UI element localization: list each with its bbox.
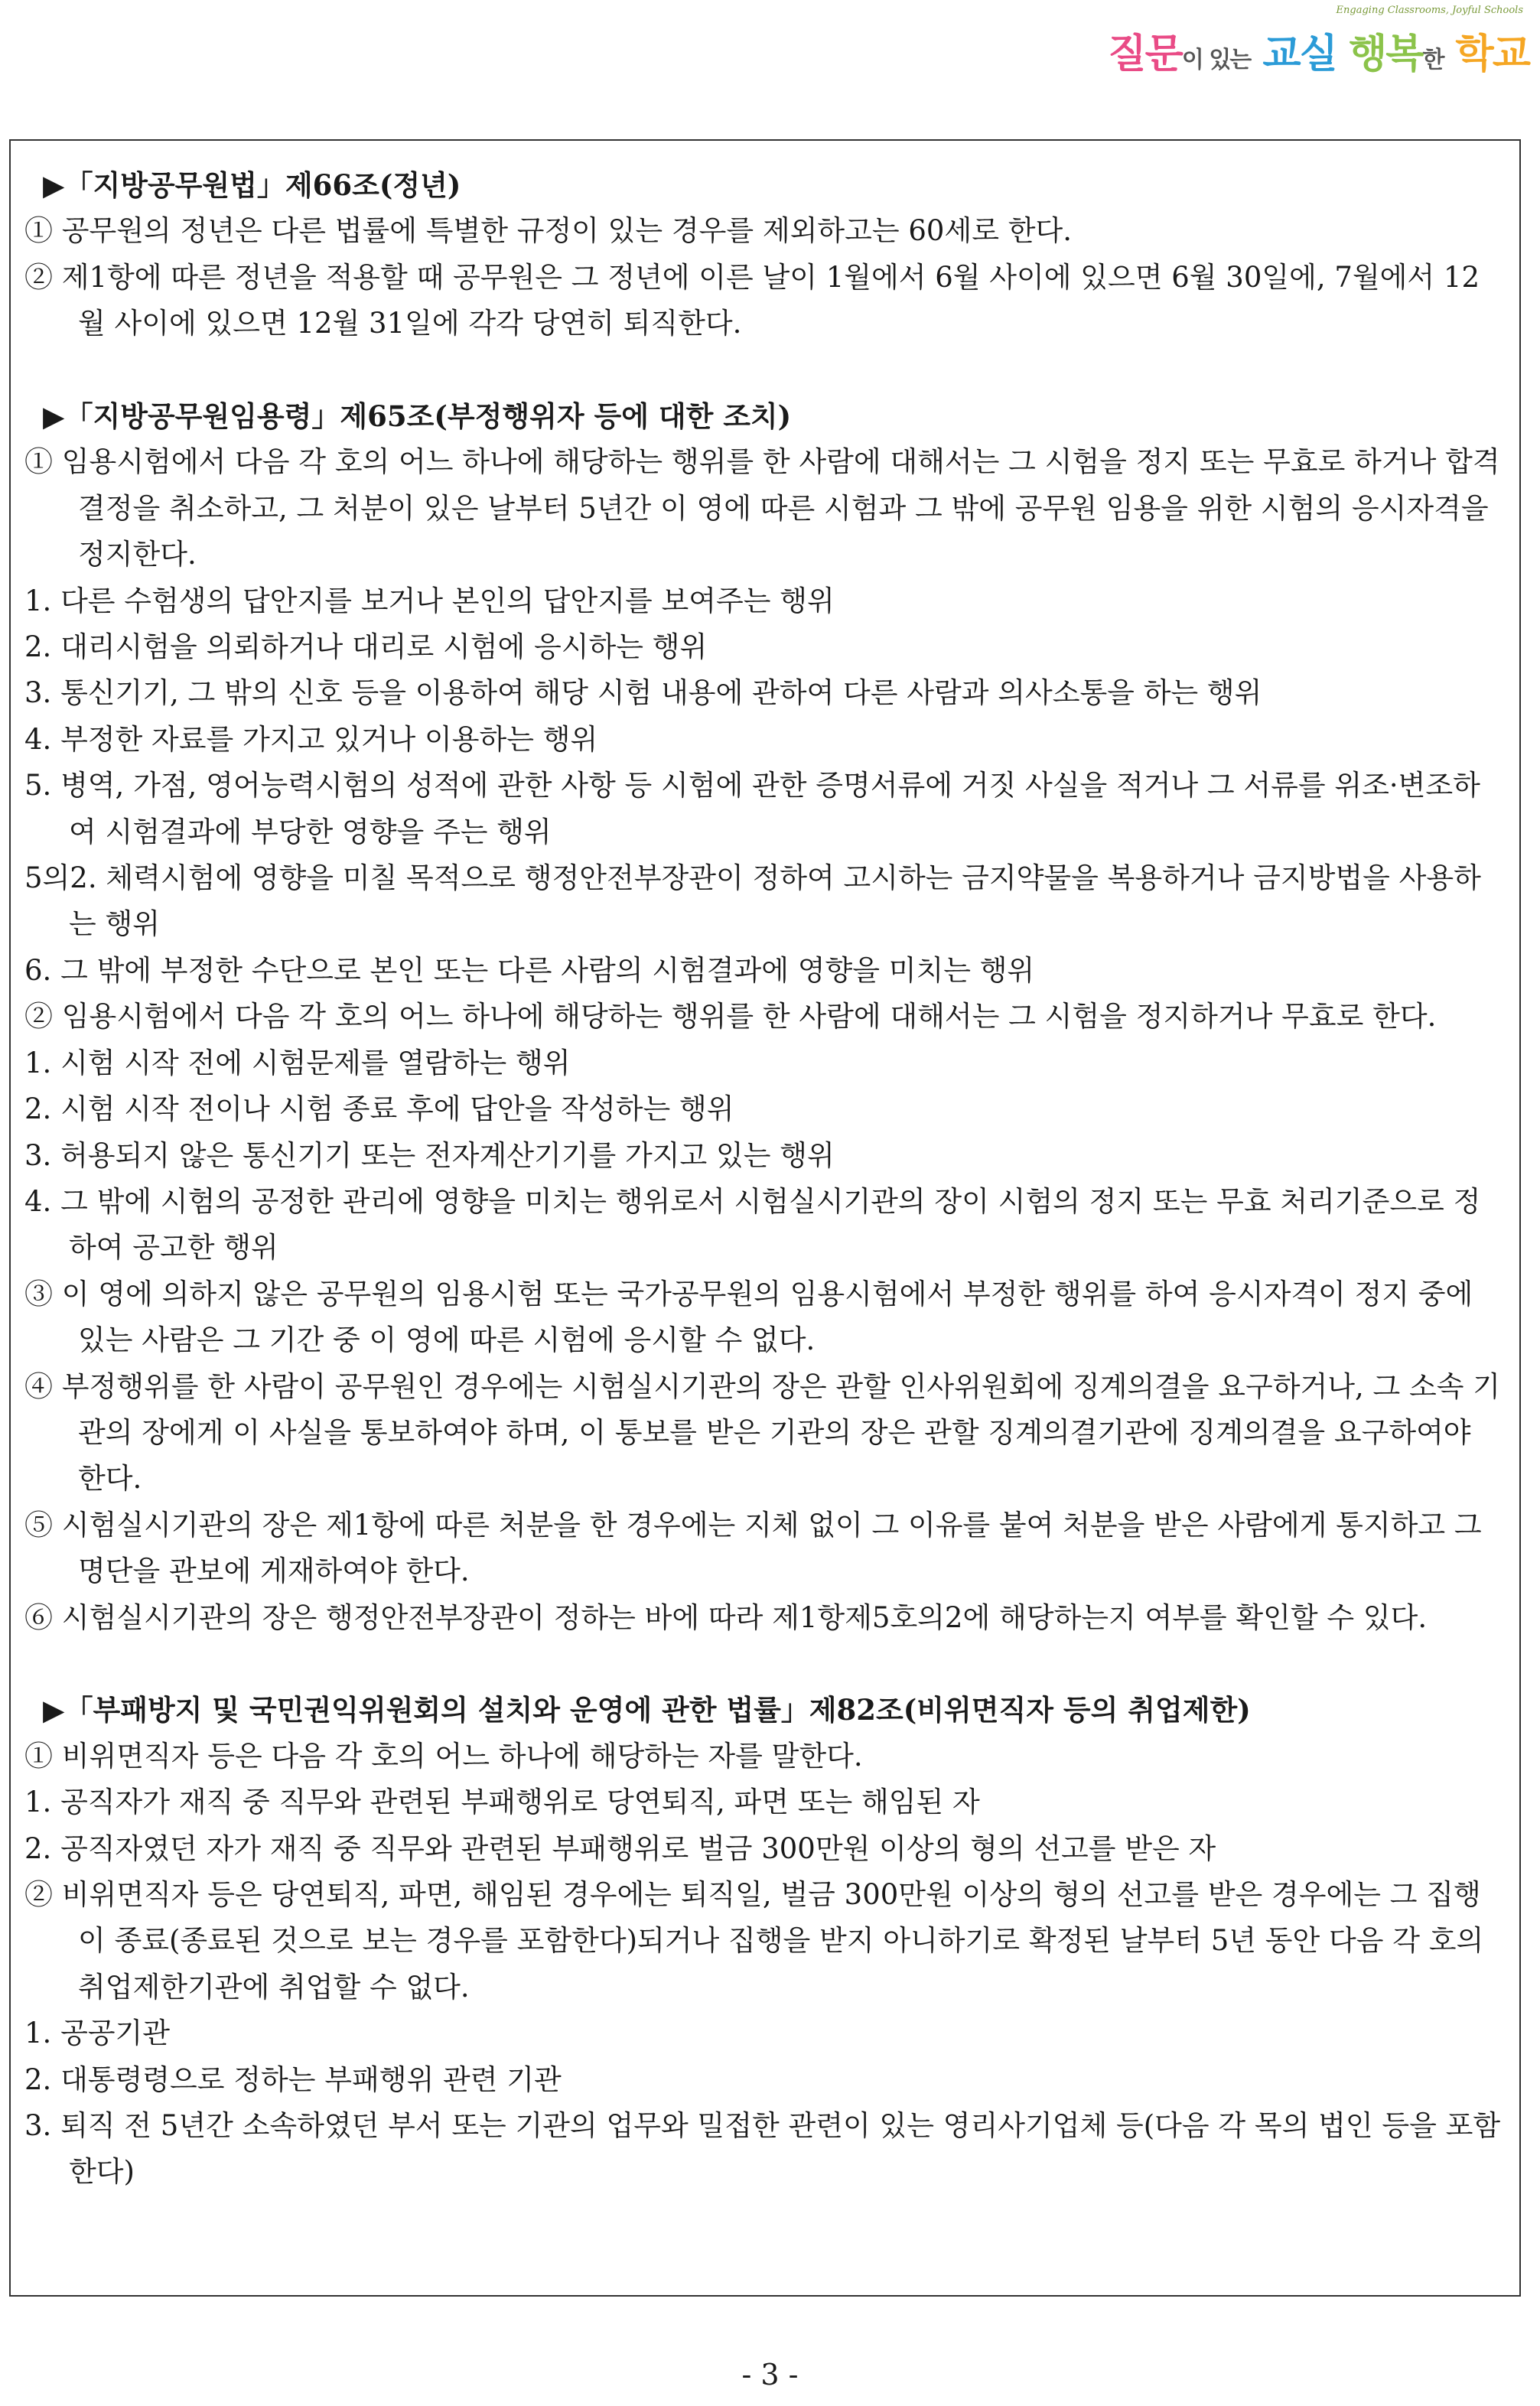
clause-text: ① 공무원의 정년은 다른 법률에 특별한 규정이 있는 경우를 제외하고는 60세로 한다. <box>24 214 1072 248</box>
clause-text: 3. 퇴직 전 5년간 소속하였던 부서 또는 기관의 업무와 밀접한 관련이 있는 영리사기업체 등(다음 각 목의 법인 등을 포함한다) <box>24 2109 1501 2189</box>
section-heading: ▶「지방공무원임용령」제65조(부정행위자 등에 대한 조치) <box>43 399 792 434</box>
clause-text: 5. 병역, 가점, 영어능력시험의 성적에 관한 사항 등 시험에 관한 증명서류에 거짓 사실을 적거나 그 서류를 위조·변조하여 시험결과에 부당한 영향을 주는 행위 <box>24 769 1480 848</box>
section-heading: ▶「지방공무원법」제66조(정년) <box>43 168 461 202</box>
law-section <box>24 162 1503 347</box>
clause-text: 3. 허용되지 않은 통신기기 또는 전자계산기기를 가지고 있는 행위 <box>24 1138 835 1172</box>
clause-text: 1. 공직자가 재직 중 직무와 관련된 부패행위로 당연퇴직, 파면 또는 해임된 자 <box>24 1786 980 1819</box>
clause-text: ⑥ 시험실시기관의 장은 행정안전부장관이 정하는 바에 따라 제1항제5호의2에 해당하는지 여부를 확인할 수 있다. <box>24 1600 1428 1634</box>
logo-tagline: Engaging Classrooms, Joyful Schools <box>1336 5 1523 16</box>
page-number: - 3 - <box>741 2358 799 2391</box>
clause-text: 6. 그 밖에 부정한 수단으로 본인 또는 다른 사람의 시험결과에 영향을 미치는 행위 <box>24 953 1035 987</box>
clause-text: ① 비위면직자 등은 다음 각 호의 어느 하나에 해당하는 자를 말한다. <box>24 1739 863 1773</box>
clause-text: ② 비위면직자 등은 당연퇴직, 파면, 해임된 경우에는 퇴직일, 벌금 300만원 이상의 형의 선고를 받은 경우에는 그 집행이 종료(종료된 것으로 보는 경우를 포함한다)되거나 집행을 받지 아니하기로 확정된 날부터 5년 동안 다음 각 호의 취업제한기관에 취업할 수 없다. <box>24 1878 1484 2004</box>
clause-text: ⑤ 시험실시기관의 장은 제1항에 따른 처분을 한 경우에는 지체 없이 그 이유를 붙여 처분을 받은 사람에게 통지하고 그 명단을 관보에 게재하여야 한다. <box>24 1508 1482 1588</box>
clause-text: ③ 이 영에 의하지 않은 공무원의 임용시험 또는 국가공무원의 임용시험에서 부정한 행위를 하여 응시자격이 정지 중에 있는 사람은 그 기간 중 이 영에 따른 시험에 응시할 수 없다. <box>24 1277 1473 1357</box>
clause-text: 1. 공공기관 <box>24 2017 171 2050</box>
law-excerpt-box <box>9 139 1521 2297</box>
clause-text: 1. 시험 시작 전에 시험문제를 열람하는 행위 <box>24 1046 571 1079</box>
clause-text: 3. 통신기기, 그 밖의 신호 등을 이용하여 해당 시험 내용에 관하여 다른 사람과 의사소통을 하는 행위 <box>24 676 1262 710</box>
clause-text: 4. 부정한 자료를 가지고 있거나 이용하는 행위 <box>24 722 598 756</box>
clause-text: 2. 시험 시작 전이나 시험 종료 후에 답안을 작성하는 행위 <box>24 1092 734 1126</box>
law-section <box>24 1687 1503 2195</box>
clause-text: 2. 공직자였던 자가 재직 중 직무와 관련된 부패행위로 벌금 300만원 이상의 형의 선고를 받은 자 <box>24 1831 1216 1865</box>
clause-text: ① 임용시험에서 다음 각 호의 어느 하나에 해당하는 행위를 한 사람에 대해서는 그 시험을 정지 또는 무효로 하거나 합격 결정을 취소하고, 그 처분이 있은 날부터 5년간 이 영에 따른 시험과 그 밖에 공무원 임용을 위한 시험의 응시자격을 정지한다. <box>24 445 1500 571</box>
clause-text: 2. 대통령령으로 정하는 부패행위 관련 기관 <box>24 2063 562 2096</box>
clause-text: ② 제1항에 따른 정년을 적용할 때 공무원은 그 정년에 이른 날이 1월에서 6월 사이에 있으면 6월 30일에, 7월에서 12월 사이에 있으면 12월 31일에 각각 당연히 퇴직한다. <box>24 260 1480 340</box>
clause-text: 2. 대리시험을 의뢰하거나 대리로 시험에 응시하는 행위 <box>24 630 708 664</box>
clause-text: ④ 부정행위를 한 사람이 공무원인 경우에는 시험실시기관의 장은 관할 인사위원회에 징계의결을 요구하거나, 그 소속 기관의 장에게 이 사실을 통보하여야 하며, 이 통보를 받은 기관의 장은 관할 징계의결기관에 징계의결을 요구하여야 한다. <box>24 1369 1501 1496</box>
clause-text: 5의2. 체력시험에 영향을 미칠 목적으로 행정안전부장관이 정하여 고시하는 금지약물을 복용하거나 금지방법을 사용하는 행위 <box>24 861 1481 941</box>
logo-slogan: 질문이 있는 교실 행복한 학교 <box>1108 31 1529 77</box>
school-slogan-logo <box>1108 5 1529 89</box>
clause-text: 4. 그 밖에 시험의 공정한 관리에 영향을 미치는 행위로서 시험실시기관의 장이 시험의 정지 또는 무효 처리기준으로 정하여 공고한 행위 <box>24 1184 1481 1265</box>
clause-text: 1. 다른 수험생의 답안지를 보거나 본인의 답안지를 보여주는 행위 <box>24 584 835 617</box>
law-section <box>24 393 1503 1641</box>
clause-text: ② 임용시험에서 다음 각 호의 어느 하나에 해당하는 행위를 한 사람에 대해서는 그 시험을 정지하거나 무효로 한다. <box>24 1000 1437 1034</box>
section-heading: ▶「부패방지 및 국민권익위원회의 설치와 운영에 관한 법률」제82조(비위면직자 등의 취업제한) <box>43 1693 1251 1727</box>
